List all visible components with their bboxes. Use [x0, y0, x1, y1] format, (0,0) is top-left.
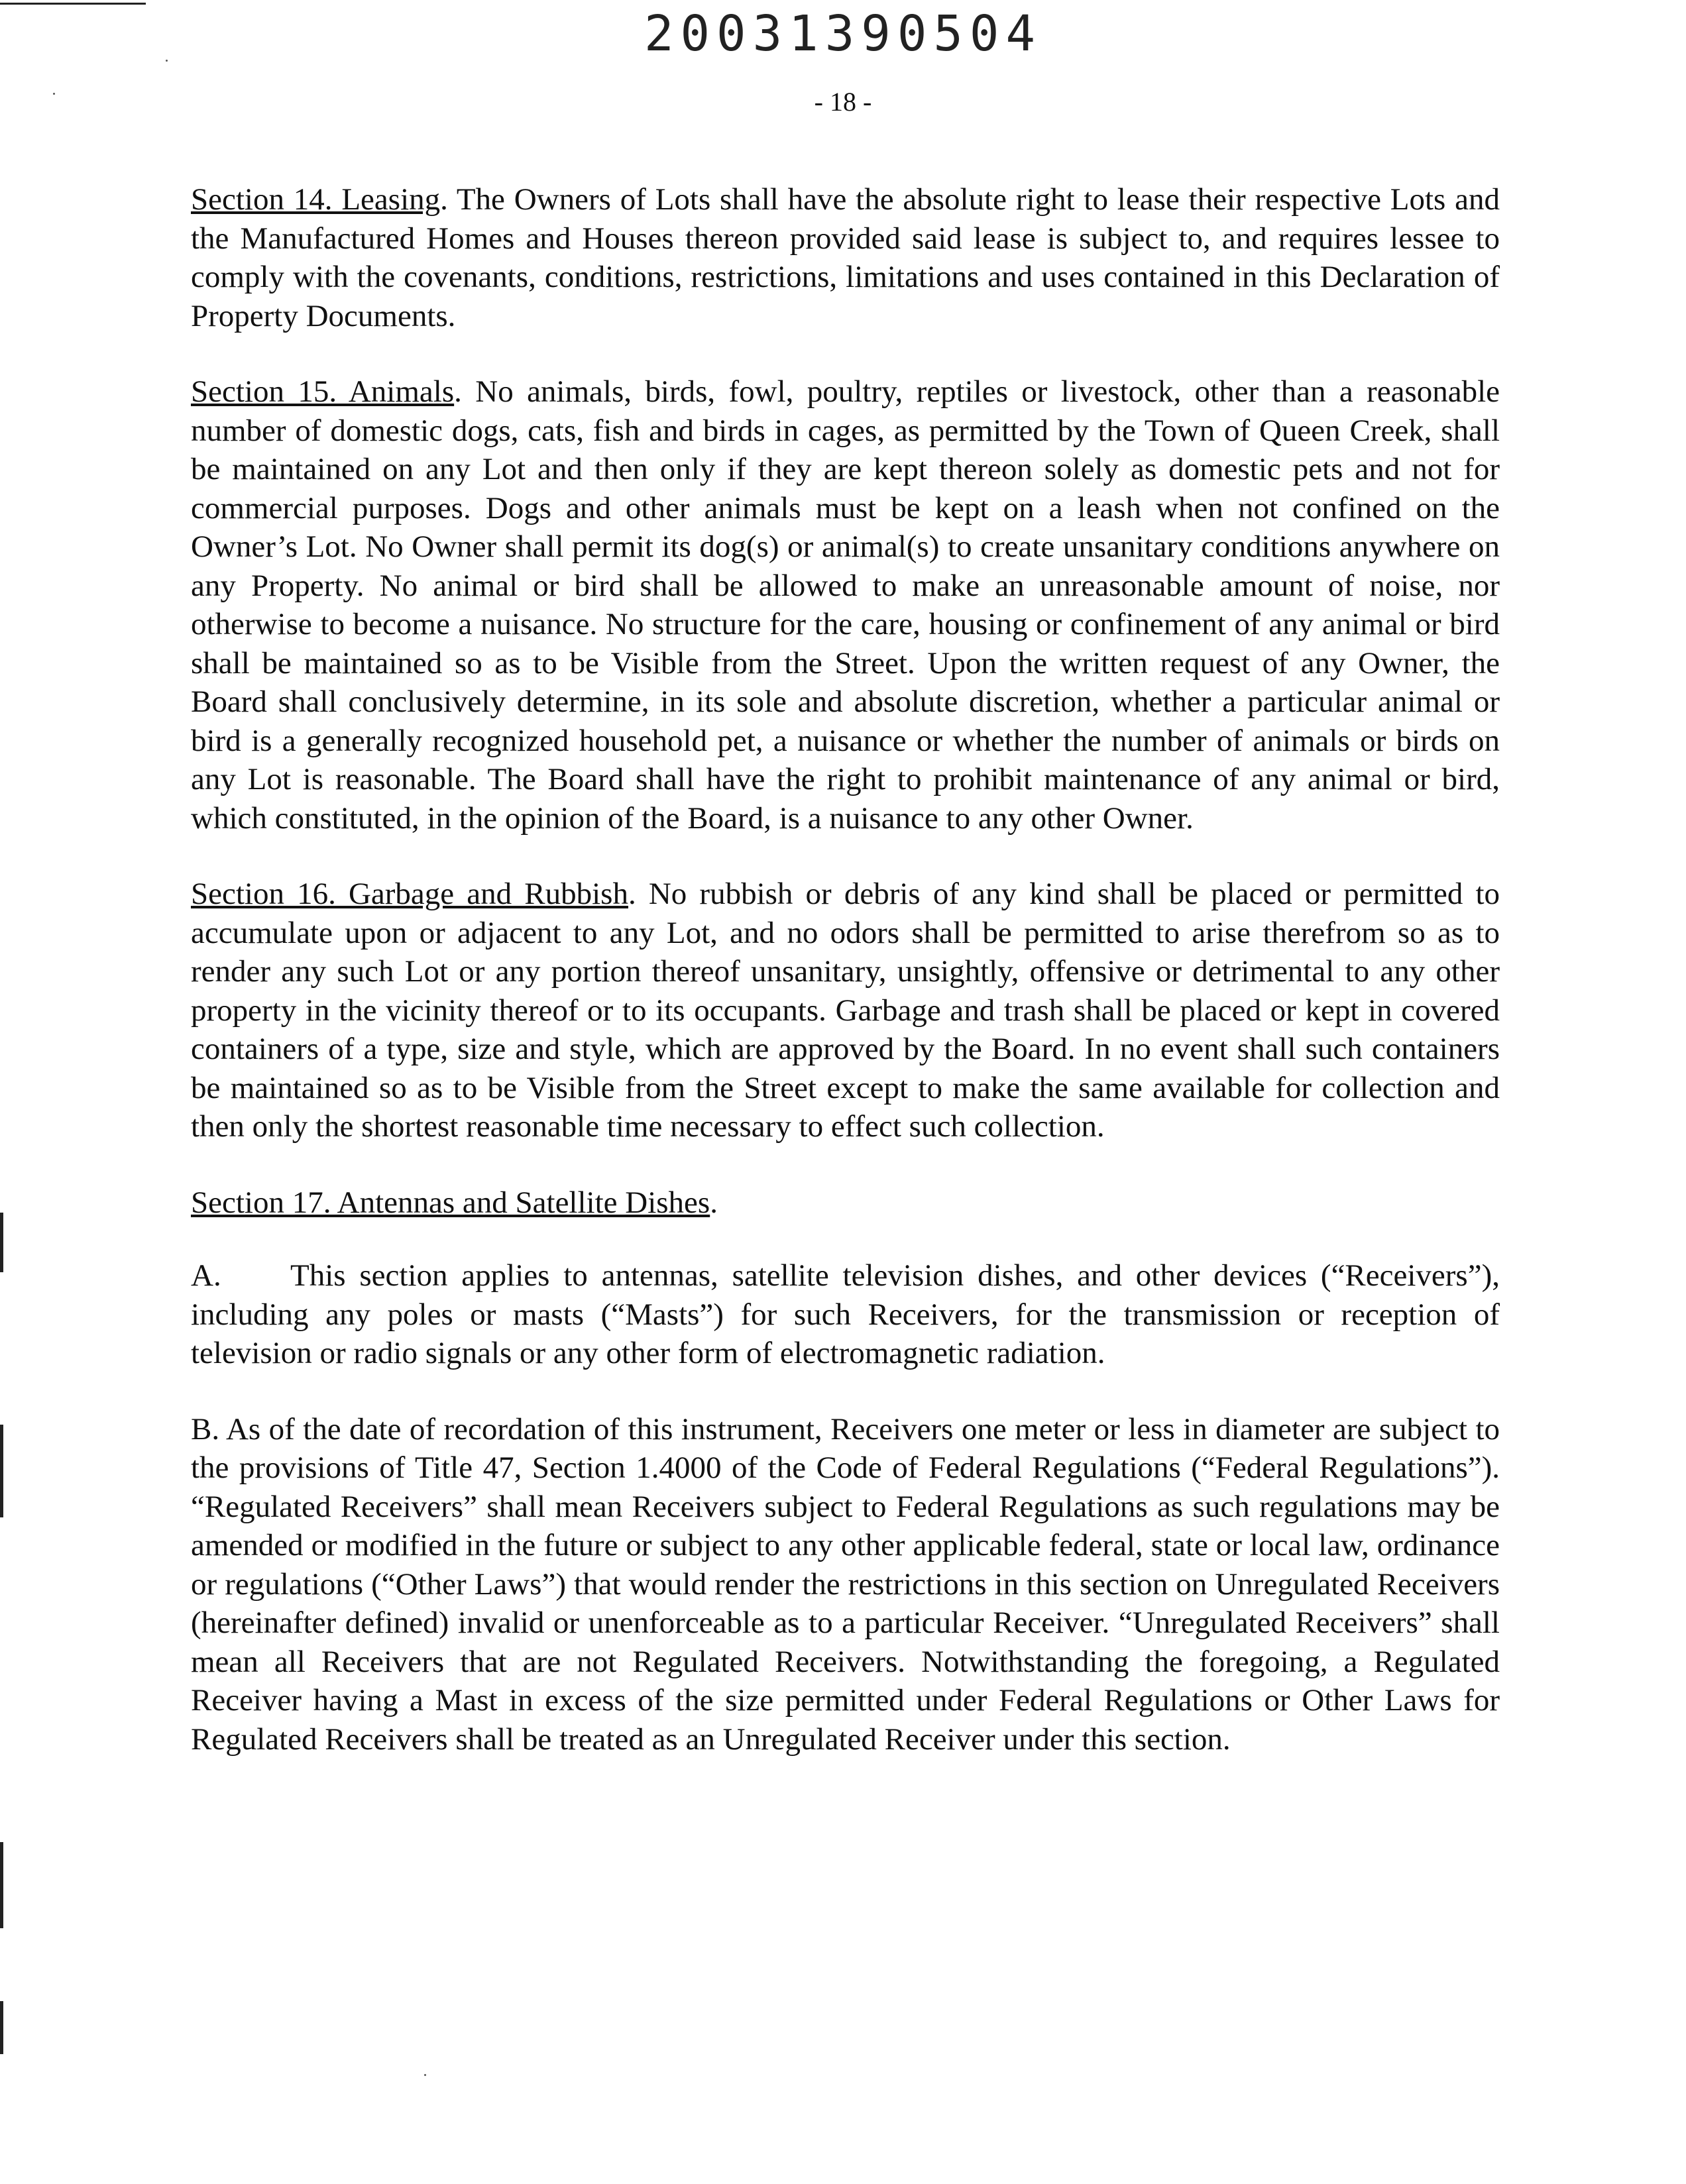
section-15-heading: Section 15. Animals [191, 374, 455, 409]
section-15-animals [191, 372, 1500, 838]
section-16-heading: Section 16. Garbage and Rubbish [191, 877, 628, 911]
document-number: 20031390504 [644, 5, 1042, 62]
section-16-garbage [191, 875, 1500, 1146]
scan-edge-mark [0, 2001, 3, 2054]
scan-speck [166, 60, 168, 62]
section-17-antennas [191, 1183, 1500, 1223]
section-15-body: . No animals, birds, fowl, poultry, reptiles or livestock, other than a reasonable number of domestic dogs, cats, fish and birds in cages, as permitted by the Town of Queen Creek, shall be maintained on any Lot and then only if they are kept thereon solely as domestic pets and not for commercial purposes. Dogs and other animals must be kept on a leash when not confined on the Owner’s Lot. No Owner shall permit its dog(s) or animal(s) to create unsanitary conditions anywhere on any Property. No animal or bird shall be allowed to make an unreasonable amount of noise, nor otherwise to become a nuisance. No structure for the care, housing or confinement of any animal or bird shall be maintained so as to be Visible from the Street. Upon the written request of any Owner, the Board shall conclusively determine, in its sole and absolute discretion, whether a particular animal or bird is a generally recognized household pet, a nuisance or whether the number of animals or birds on any Lot is reasonable. The Board shall have the right to prohibit maintenance of any animal or bird, which constituted, in the opinion of the Board, is a nuisance to any other Owner. [191, 374, 1500, 836]
scan-speck [53, 93, 55, 95]
scan-edge-mark [0, 1842, 3, 1928]
section-14-body: . The Owners of Lots shall have the absolute right to lease their respective Lots and the Manufactured Homes and Houses thereon provided said lease is subject to, and requires lessee to comply with the covenants, conditions, restrictions, limitations and uses contained in this Declaration of Property Documents. [191, 182, 1500, 333]
page-number: - 18 - [814, 87, 872, 117]
scan-edge-mark [0, 1213, 3, 1272]
top-rule [0, 3, 146, 5]
section-17-paragraph-b: B. As of the date of recordation of this instrument, Receivers one meter or less in diameter are subject to the provisions of Title 47, Section 1.4000 of the Code of Federal Regulations (“Federal Regulations”). “Regulated Receivers” shall mean Receivers subject to Federal Regulations as such regulations may be amended or modified in the future or subject to any other applicable federal, state or local law, ordinance or regulations (“Other Laws”) that would render the restrictions in this section on Unregulated Receivers (hereinafter defined) invalid or unenforceable as to a particular Receiver. “Unregulated Receivers” shall mean all Receivers that are not Regulated Receivers. Notwithstanding the foregoing, a Regulated Receiver having a Mast in excess of the size permitted under Federal Regulations or Other Laws for Regulated Receivers shall be treated as an Unregulated Receiver under this section. [191, 1411, 1500, 1757]
section-17-heading-suffix: . [710, 1185, 718, 1220]
section-16-body: . No rubbish or debris of any kind shall be placed or permitted to accumulate upon or adjacent to any Lot, and no odors shall be permitted to arise therefrom so as to render any such Lot or any portion thereof unsanitary, unsightly, offensive or detrimental to any other property in the vicinity thereof or to its occupants. Garbage and trash shall be placed or kept in covered containers of a type, size and style, which are approved by the Board. In no event shall such containers be maintained so as to be Visible from the Street except to make the same available for collection and then only the shortest reasonable time necessary to effect such collection. [191, 877, 1500, 1144]
document-body [191, 180, 1500, 1759]
section-14-heading: Section 14. Leasing [191, 182, 441, 217]
scan-edge-mark [0, 1425, 3, 1517]
section-14-leasing [191, 180, 1500, 335]
section-17-heading: Section 17. Antennas and Satellite Dishes [191, 1185, 710, 1220]
scan-speck [424, 2074, 426, 2076]
paragraph-a-label: A. [191, 1258, 221, 1293]
section-17-paragraph-a [191, 1256, 1500, 1373]
paragraph-a-body: This section applies to antennas, satellite television dishes, and other devices (“Receivers”), including any poles or masts (“Masts”) for such Receivers, for the transmission or reception of television or radio signals or any other form of electromagnetic radiation. [191, 1258, 1500, 1370]
